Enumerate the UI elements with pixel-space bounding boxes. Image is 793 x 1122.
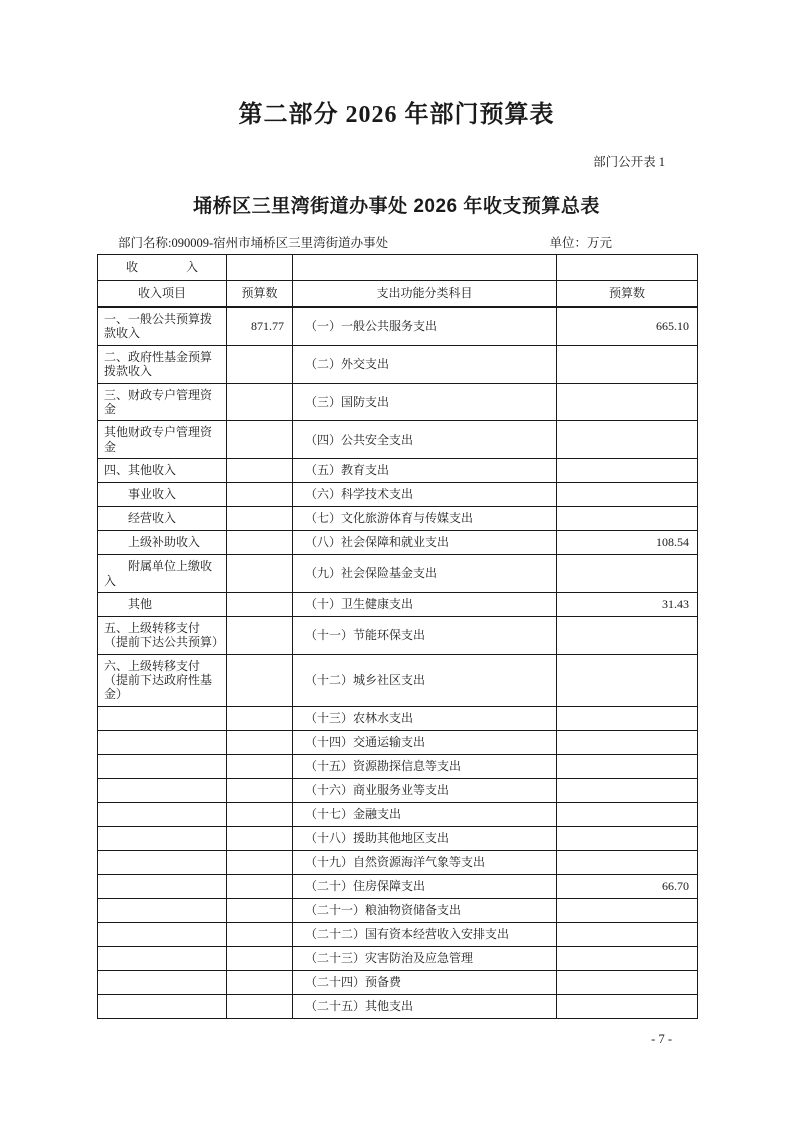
expense-item-cell: （十七）金融支出 <box>293 802 557 826</box>
expense-budget-cell <box>557 706 698 730</box>
expense-budget-cell <box>557 421 698 459</box>
table-row <box>98 307 698 345</box>
expense-item-cell: （三）国防支出 <box>293 383 557 421</box>
expense-budget-cell <box>557 970 698 994</box>
table-row <box>98 850 698 874</box>
table-row <box>98 922 698 946</box>
expense-item-cell: （五）教育支出 <box>293 459 557 483</box>
income-budget-cell <box>227 778 293 802</box>
table-row <box>98 754 698 778</box>
expense-item-cell: （十四）交通运输支出 <box>293 730 557 754</box>
empty-cell <box>227 255 293 281</box>
expense-item-cell: （十六）商业服务业等支出 <box>293 778 557 802</box>
expense-budget-cell <box>557 946 698 970</box>
income-budget-cell <box>227 383 293 421</box>
expense-budget-cell: 108.54 <box>557 531 698 555</box>
table-row <box>98 654 698 706</box>
expense-item-cell: （二十四）预备费 <box>293 970 557 994</box>
table-row <box>98 383 698 421</box>
table-row <box>98 531 698 555</box>
expense-item-cell: （二十一）粮油物资储备支出 <box>293 898 557 922</box>
expense-item-cell: （十九）自然资源海洋气象等支出 <box>293 850 557 874</box>
income-item-cell <box>98 946 227 970</box>
income-item-cell: 六、上级转移支付（提前下达政府性基金） <box>98 654 227 706</box>
income-budget-cell <box>227 946 293 970</box>
income-item-cell: 三、财政专户管理资金 <box>98 383 227 421</box>
table-row <box>98 898 698 922</box>
income-item-cell: 其他 <box>98 592 227 616</box>
expense-item-cell: （十）卫生健康支出 <box>293 592 557 616</box>
income-item-cell <box>98 802 227 826</box>
income-budget-cell <box>227 483 293 507</box>
public-table-label: 部门公开表 1 <box>593 155 665 169</box>
income-item-cell <box>98 778 227 802</box>
income-group-row <box>98 255 698 281</box>
budget-rows <box>98 307 698 1018</box>
income-item-cell <box>98 730 227 754</box>
expense-item-cell: （十八）援助其他地区支出 <box>293 826 557 850</box>
table-row <box>98 616 698 654</box>
table-row <box>98 778 698 802</box>
income-budget-cell <box>227 850 293 874</box>
expense-item-cell: （十二）城乡社区支出 <box>293 654 557 706</box>
unit-label: 单位：万元 <box>549 236 612 250</box>
income-budget-cell <box>227 874 293 898</box>
table-row <box>98 970 698 994</box>
expense-item-cell: （二）外交支出 <box>293 345 557 383</box>
expense-item-cell: （二十三）灾害防治及应急管理 <box>293 946 557 970</box>
expense-budget-cell <box>557 754 698 778</box>
expense-item-cell: （二十五）其他支出 <box>293 994 557 1018</box>
income-budget-cell <box>227 555 293 593</box>
income-budget-cell <box>227 898 293 922</box>
empty-cell <box>293 255 557 281</box>
income-item-cell <box>98 754 227 778</box>
income-budget-cell <box>227 970 293 994</box>
income-item-cell <box>98 874 227 898</box>
table-row <box>98 826 698 850</box>
income-item-cell: 五、上级转移支付（提前下达公共预算） <box>98 616 227 654</box>
expense-budget-cell: 665.10 <box>557 307 698 345</box>
income-budget-cell <box>227 592 293 616</box>
expense-budget-cell: 31.43 <box>557 592 698 616</box>
expense-item-cell: （二十二）国有资本经营收入安排支出 <box>293 922 557 946</box>
expense-budget-cell <box>557 922 698 946</box>
income-budget-cell <box>227 754 293 778</box>
income-item-cell: 经营收入 <box>98 507 227 531</box>
income-item-cell: 其他财政专户管理资金 <box>98 421 227 459</box>
table-row <box>98 946 698 970</box>
expense-item-cell: （六）科学技术支出 <box>293 483 557 507</box>
page-number: - 7 - <box>651 1031 672 1046</box>
table-row <box>98 874 698 898</box>
expense-budget-cell <box>557 898 698 922</box>
col-header-expense-budget: 预算数 <box>557 281 698 308</box>
income-budget-cell <box>227 802 293 826</box>
income-budget-cell <box>227 531 293 555</box>
income-budget-cell <box>227 922 293 946</box>
table-row <box>98 802 698 826</box>
expense-budget-cell <box>557 507 698 531</box>
income-budget-cell: 871.77 <box>227 307 293 345</box>
income-item-cell <box>98 706 227 730</box>
expense-item-cell: （十一）节能环保支出 <box>293 616 557 654</box>
col-header-expense-item: 支出功能分类科目 <box>293 281 557 308</box>
table-row <box>98 345 698 383</box>
income-item-cell <box>98 922 227 946</box>
income-group-header: 收 入 <box>98 255 227 281</box>
income-budget-cell <box>227 616 293 654</box>
income-budget-cell <box>227 654 293 706</box>
expense-budget-cell <box>557 383 698 421</box>
column-header-row <box>98 281 698 308</box>
table-row <box>98 994 698 1018</box>
expense-budget-cell <box>557 483 698 507</box>
expense-item-cell: （十三）农林水支出 <box>293 706 557 730</box>
income-budget-cell <box>227 730 293 754</box>
expense-budget-cell <box>557 345 698 383</box>
income-item-cell <box>98 826 227 850</box>
table-row <box>98 421 698 459</box>
income-item-cell: 一、一般公共预算拨款收入 <box>98 307 227 345</box>
expense-budget-cell <box>557 555 698 593</box>
income-item-cell: 事业收入 <box>98 483 227 507</box>
expense-budget-cell <box>557 802 698 826</box>
table-row <box>98 706 698 730</box>
income-item-cell: 上级补助收入 <box>98 531 227 555</box>
table-row <box>98 459 698 483</box>
income-budget-cell <box>227 459 293 483</box>
table-row <box>98 730 698 754</box>
table-row <box>98 555 698 593</box>
col-header-income-item: 收入项目 <box>98 281 227 308</box>
expense-budget-cell <box>557 850 698 874</box>
expense-item-cell: （一）一般公共服务支出 <box>293 307 557 345</box>
meta-row <box>118 233 612 251</box>
part-title: 第二部分 2026 年部门预算表 <box>238 102 555 128</box>
expense-budget-cell <box>557 826 698 850</box>
income-item-cell: 附属单位上缴收入 <box>98 555 227 593</box>
income-item-cell <box>98 970 227 994</box>
table-row <box>98 507 698 531</box>
expense-item-cell: （八）社会保障和就业支出 <box>293 531 557 555</box>
income-budget-cell <box>227 421 293 459</box>
expense-item-cell: （七）文化旅游体育与传媒支出 <box>293 507 557 531</box>
expense-budget-cell <box>557 616 698 654</box>
empty-cell <box>557 255 698 281</box>
income-item-cell <box>98 994 227 1018</box>
table-row <box>98 483 698 507</box>
expense-budget-cell <box>557 730 698 754</box>
expense-budget-cell <box>557 994 698 1018</box>
income-item-cell <box>98 850 227 874</box>
col-header-income-budget: 预算数 <box>227 281 293 308</box>
income-item-cell: 二、政府性基金预算拨款收入 <box>98 345 227 383</box>
income-item-cell <box>98 898 227 922</box>
doc-title: 埇桥区三里湾街道办事处 2026 年收支预算总表 <box>193 196 600 217</box>
income-budget-cell <box>227 345 293 383</box>
table-row <box>98 592 698 616</box>
expense-budget-cell <box>557 778 698 802</box>
income-budget-cell <box>227 507 293 531</box>
income-budget-cell <box>227 994 293 1018</box>
income-budget-cell <box>227 706 293 730</box>
expense-budget-cell <box>557 654 698 706</box>
expense-budget-cell <box>557 459 698 483</box>
expense-item-cell: （二十）住房保障支出 <box>293 874 557 898</box>
budget-table <box>97 254 698 1019</box>
expense-item-cell: （四）公共安全支出 <box>293 421 557 459</box>
expense-item-cell: （九）社会保险基金支出 <box>293 555 557 593</box>
expense-budget-cell: 66.70 <box>557 874 698 898</box>
department-name: 部门名称:090009-宿州市埇桥区三里湾街道办事处 <box>118 236 389 250</box>
income-item-cell: 四、其他收入 <box>98 459 227 483</box>
expense-item-cell: （十五）资源勘探信息等支出 <box>293 754 557 778</box>
income-budget-cell <box>227 826 293 850</box>
